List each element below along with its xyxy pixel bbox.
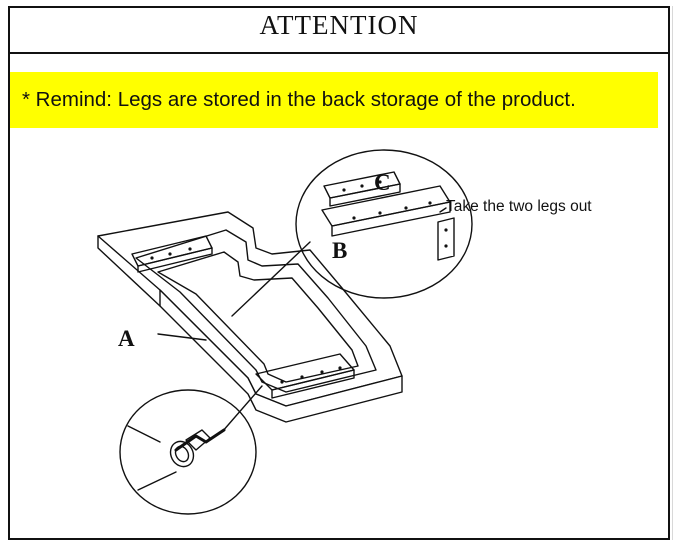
- page-title: ATTENTION: [259, 10, 419, 40]
- remind-text: * Remind: Legs are stored in the back storage of the product.: [22, 88, 576, 111]
- remind-banner: [10, 72, 658, 128]
- desktop-panel-outline: [98, 212, 402, 422]
- label-c: C: [374, 170, 391, 195]
- page-edge: [672, 6, 679, 540]
- take-legs-caption: Take the two legs out: [446, 198, 592, 215]
- diagram-svg: [10, 130, 668, 536]
- screw-detail-circle: [120, 390, 256, 514]
- assembly-diagram: [10, 130, 668, 536]
- label-b: B: [332, 238, 348, 263]
- label-a: A: [118, 326, 135, 351]
- title-divider: [10, 52, 668, 54]
